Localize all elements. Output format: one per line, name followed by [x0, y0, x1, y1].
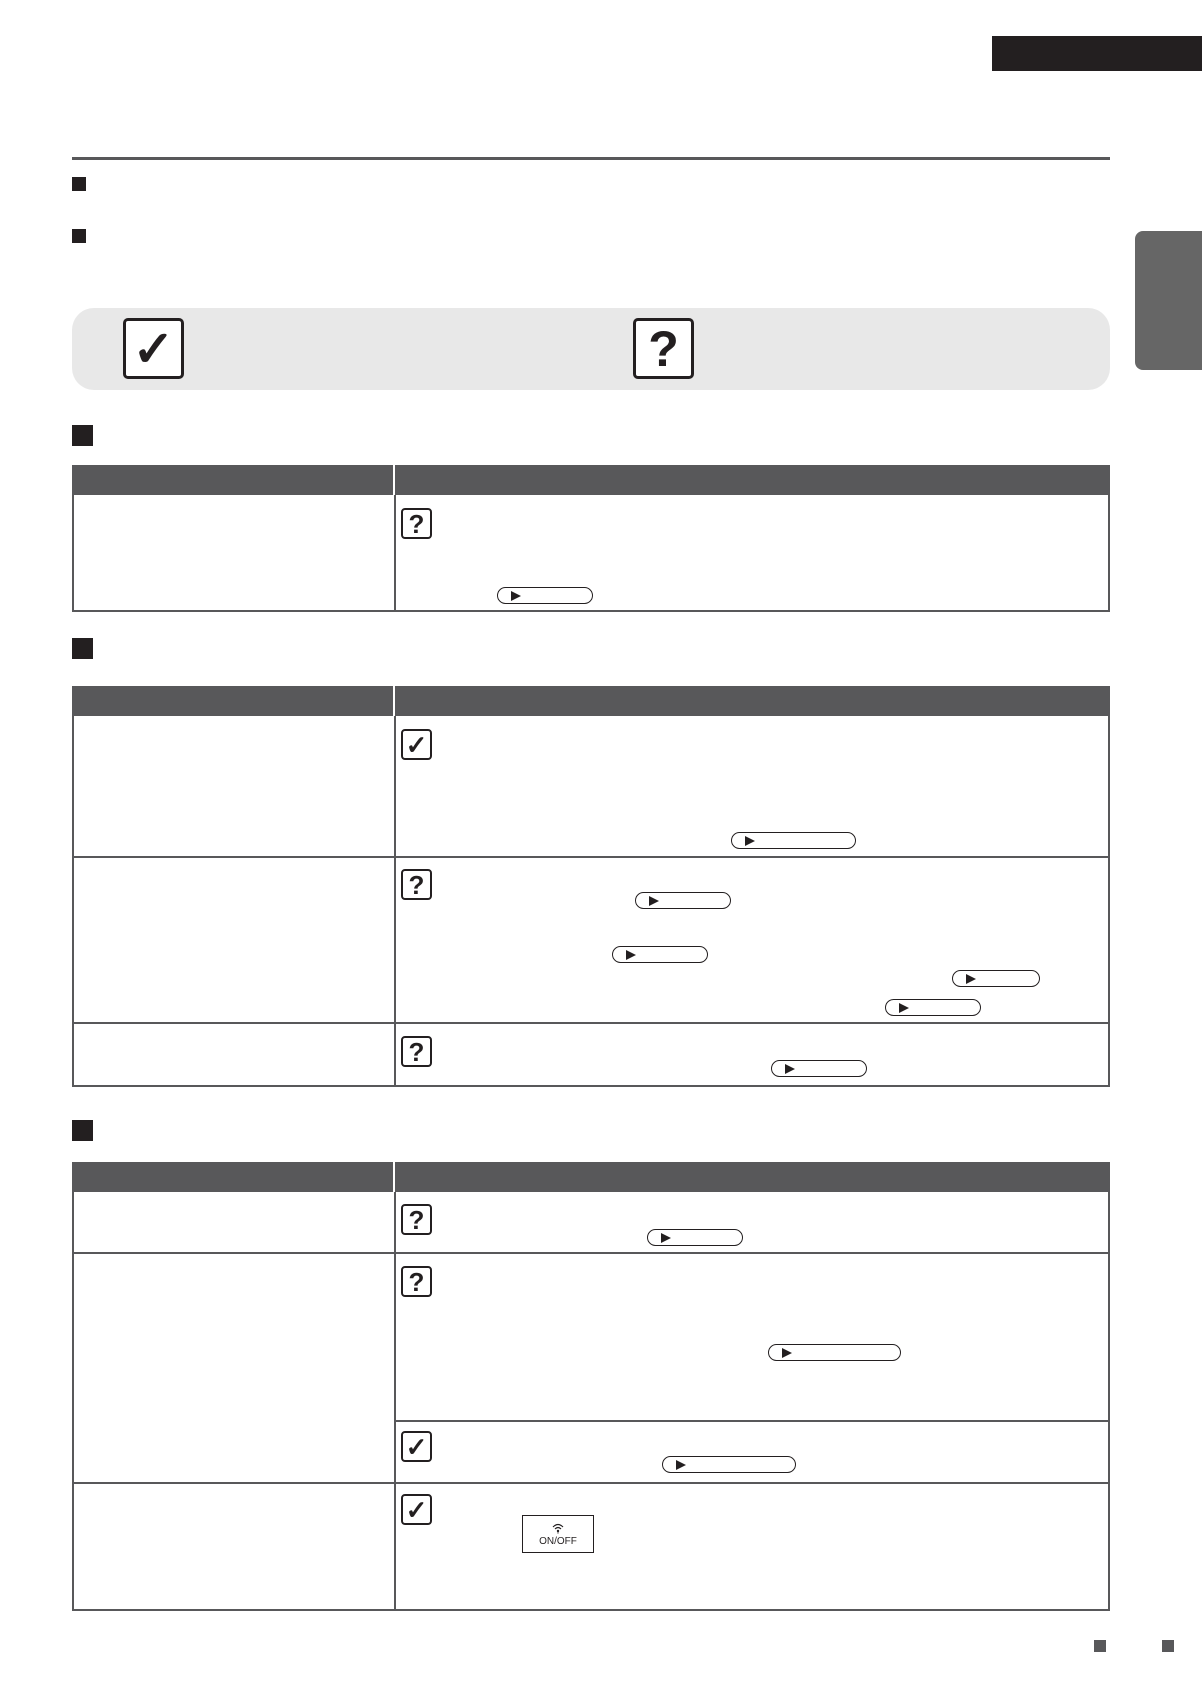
note-bullet — [72, 177, 86, 191]
question-icon: ? — [401, 1036, 432, 1067]
check-icon: ✓ — [123, 318, 184, 379]
page-reference-arrow — [768, 1344, 901, 1361]
on-off-remote-button — [522, 1515, 594, 1553]
page-reference-arrow — [731, 832, 856, 849]
footer-marker — [1094, 1640, 1106, 1652]
page-reference-arrow — [647, 1229, 743, 1246]
page-reference-arrow — [635, 892, 731, 909]
question-icon: ? — [401, 1204, 432, 1235]
section-bullet — [72, 638, 93, 659]
question-icon: ? — [401, 508, 432, 539]
page-reference-arrow — [771, 1060, 867, 1077]
icon-legend — [72, 308, 1110, 390]
check-icon: ✓ — [401, 1431, 432, 1462]
question-icon: ? — [401, 869, 432, 900]
footer-marker — [1162, 1640, 1174, 1652]
section-bullet — [72, 1120, 93, 1141]
check-icon: ✓ — [401, 729, 432, 760]
on-off-label: ON/OFF — [539, 1536, 577, 1547]
page-reference-arrow — [612, 946, 708, 963]
side-chapter-tab — [1135, 231, 1202, 370]
page-reference-arrow — [662, 1456, 796, 1473]
troubleshooting-table — [72, 716, 1110, 1087]
table-header — [72, 1162, 1110, 1192]
page-reference-arrow — [952, 970, 1040, 987]
section-bullet — [72, 425, 93, 446]
top-chapter-bar — [992, 36, 1202, 71]
question-icon: ? — [633, 318, 694, 379]
check-icon: ✓ — [401, 1494, 432, 1525]
page-reference-arrow — [885, 999, 981, 1016]
table-header — [72, 686, 1110, 716]
wireless-signal-icon — [552, 1522, 564, 1534]
page-reference-arrow — [497, 587, 593, 604]
question-icon: ? — [401, 1266, 432, 1297]
note-bullet — [72, 229, 86, 243]
table-header — [72, 465, 1110, 495]
title-rule — [72, 157, 1110, 160]
